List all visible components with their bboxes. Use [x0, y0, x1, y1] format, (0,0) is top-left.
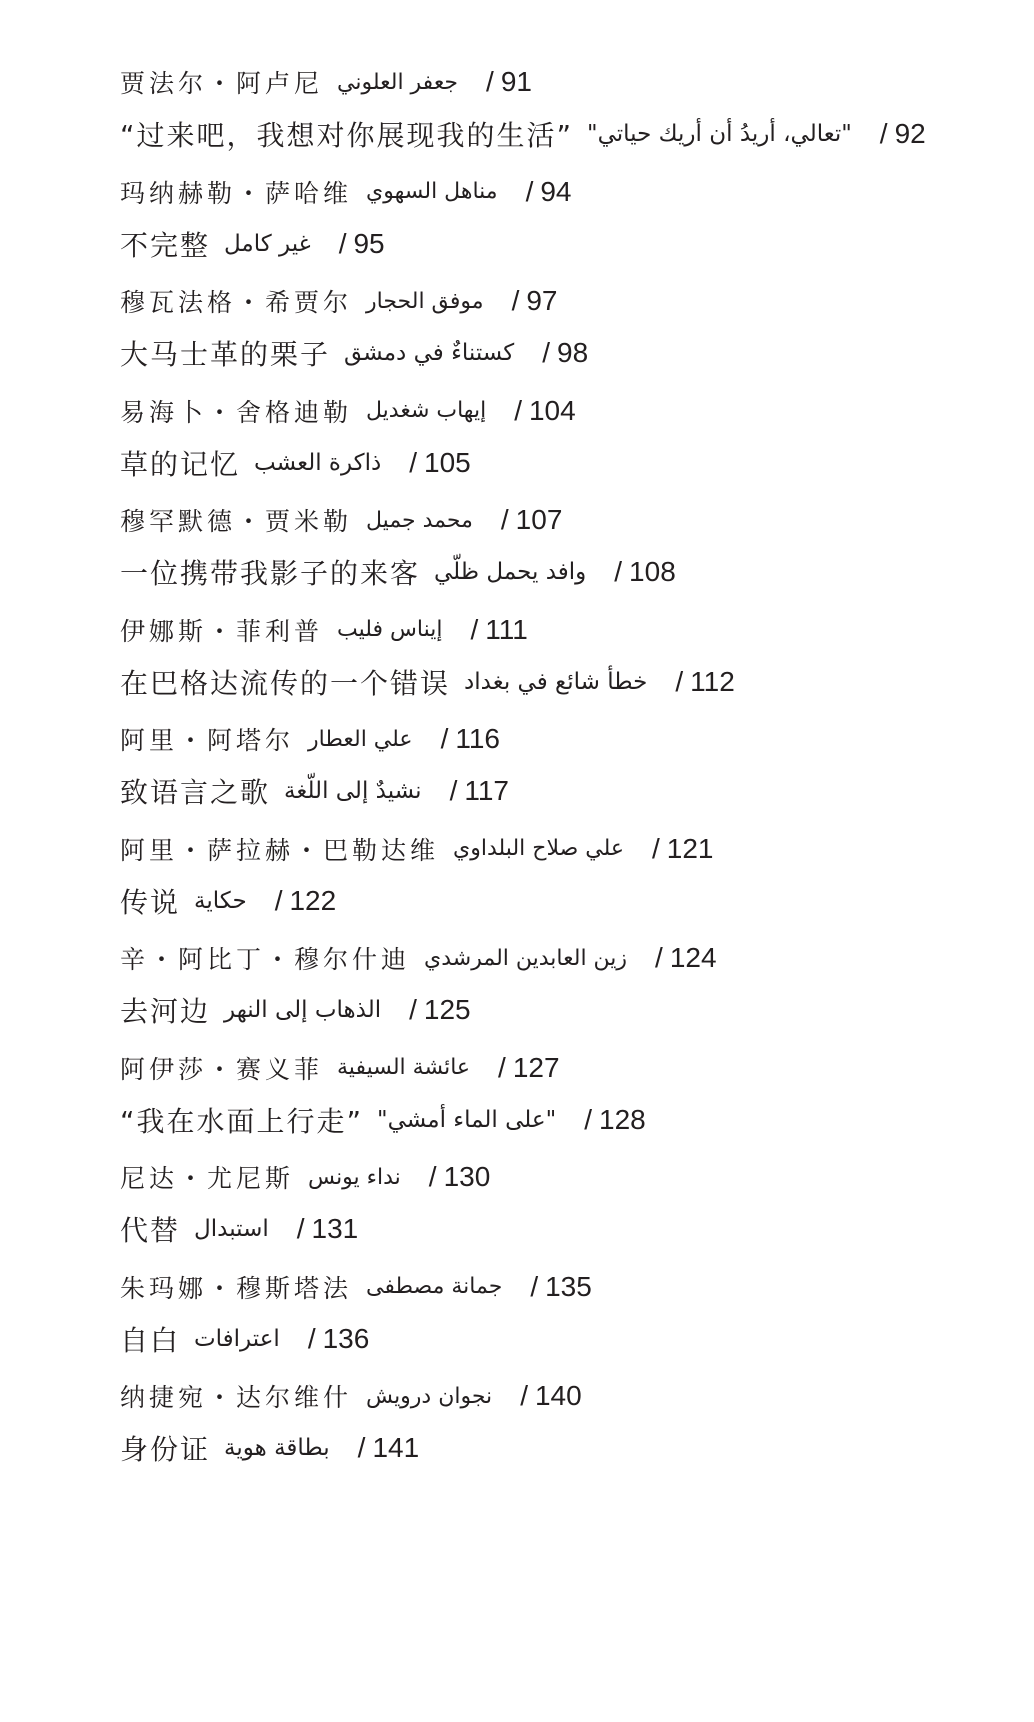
- poem-title-line: [120, 984, 1020, 1036]
- poem-title-arabic: ذاكرة العشب: [254, 449, 382, 476]
- author-name-arabic: علي صلاح البلداوي: [453, 836, 624, 861]
- poem-title-line: [120, 656, 1020, 708]
- author-name-chinese: 玛纳赫勒・萨哈维: [120, 178, 353, 208]
- author-line: [120, 1370, 1020, 1422]
- poem-title-chinese: 大马士革的栗子: [120, 338, 331, 371]
- author-name-chinese: 阿里・萨拉赫・巴勒达维: [120, 835, 440, 865]
- poem-title-chinese: 在巴格达流传的一个错误: [120, 666, 451, 700]
- author-name-chinese: 阿里・阿塔尔: [120, 726, 295, 755]
- poem-title-chinese: 不完整: [120, 228, 211, 262]
- poem-title-line: [120, 327, 1020, 379]
- page-separator: /: [409, 446, 419, 478]
- poem-page-number: 95: [353, 227, 385, 259]
- author-page-number: 121: [666, 832, 714, 864]
- page-separator: /: [486, 66, 495, 97]
- poem-title-chinese: 去河边: [120, 995, 211, 1028]
- poem-title-arabic: استبدال: [194, 1216, 269, 1242]
- page-separator: /: [274, 884, 284, 916]
- page-separator: /: [440, 723, 450, 754]
- author-page-number: 127: [512, 1051, 560, 1083]
- poem-page-number: 141: [372, 1432, 420, 1463]
- poem-title-arabic: حكاية: [194, 887, 247, 914]
- author-line: [120, 1151, 1020, 1203]
- toc-entry: [120, 275, 1020, 379]
- poem-title-arabic: "على الماء أمشي": [377, 1106, 557, 1133]
- author-name-chinese: 伊娜斯・菲利普: [120, 616, 324, 646]
- page-separator: /: [542, 337, 552, 368]
- poem-page-number: 125: [423, 994, 471, 1025]
- poem-title-arabic: كستناءٌ في دمشق: [344, 340, 515, 366]
- page-separator: /: [498, 1051, 507, 1083]
- poem-title-line: [120, 108, 1020, 160]
- author-page-number: 124: [669, 942, 717, 973]
- toc-entry: [120, 604, 1020, 708]
- poem-page-number: 92: [894, 118, 926, 149]
- poem-title-arabic: اعترافات: [194, 1325, 280, 1352]
- poem-title-chinese: 自白: [120, 1323, 181, 1357]
- toc-entry: [120, 1151, 1020, 1255]
- poem-title-line: [120, 437, 1020, 489]
- author-line: [120, 1042, 1020, 1094]
- poem-page-number: 131: [311, 1213, 359, 1244]
- poem-title-arabic: "تعالي، أريدُ أن أريك حياتي": [587, 121, 852, 147]
- poem-page-number: 112: [690, 665, 735, 697]
- author-line: [120, 385, 1020, 437]
- poem-title-arabic: خطأ شائع في بغداد: [464, 668, 648, 695]
- poem-page-number: 98: [557, 337, 589, 368]
- poem-page-number: 136: [322, 1322, 370, 1354]
- author-name-chinese: 贾法尔・阿卢尼: [120, 69, 324, 98]
- poem-title-line: [120, 218, 1020, 270]
- toc-entry: [120, 56, 1020, 160]
- poem-page-number: 117: [464, 775, 509, 806]
- author-page-number: 94: [540, 175, 572, 207]
- author-name-chinese: 阿伊莎・赛义菲: [120, 1054, 324, 1084]
- author-name-chinese: 穆罕默德・贾米勒: [120, 507, 353, 536]
- poem-title-line: [120, 1203, 1020, 1255]
- page-separator: /: [530, 1270, 540, 1302]
- poem-title-chinese: 身份证: [120, 1433, 211, 1466]
- page-separator: /: [614, 556, 624, 587]
- page-separator: /: [307, 1322, 317, 1354]
- author-page-number: 111: [485, 613, 528, 645]
- author-page-number: 140: [534, 1380, 582, 1411]
- page-separator: /: [296, 1213, 306, 1244]
- poem-title-line: [120, 765, 1020, 817]
- poem-title-chinese: 致语言之歌: [120, 776, 271, 809]
- poem-title-chinese: 传说: [120, 885, 181, 919]
- author-name-chinese: 辛・阿比丁・穆尔什迪: [120, 945, 411, 974]
- page-separator: /: [428, 1161, 438, 1192]
- toc-entry: [120, 1370, 1020, 1474]
- author-name-chinese: 朱玛娜・穆斯塔法: [120, 1273, 353, 1303]
- author-name-chinese: 易海卜・舍格迪勒: [120, 397, 353, 427]
- poem-page-number: 108: [629, 556, 676, 587]
- author-line: [120, 713, 1020, 765]
- author-name-chinese: 穆瓦法格・希贾尔: [120, 288, 353, 317]
- author-name-arabic: إيناس فليب: [337, 617, 443, 642]
- poem-title-chinese: “我在水面上行走”: [120, 1104, 364, 1138]
- author-page-number: 107: [515, 504, 563, 535]
- toc-entry: [120, 932, 1020, 1036]
- poem-title-line: [120, 546, 1020, 598]
- page-separator: /: [409, 994, 418, 1025]
- author-name-arabic: نجوان درويش: [366, 1383, 493, 1409]
- poem-page-number: 128: [599, 1103, 646, 1135]
- page-separator: /: [652, 832, 661, 864]
- author-name-arabic: جعفر العلوني: [337, 69, 459, 95]
- toc-entry: [120, 1042, 1020, 1146]
- page-separator: /: [879, 118, 889, 149]
- author-name-arabic: موفق الحجار: [366, 288, 484, 314]
- poem-page-number: 105: [424, 446, 471, 478]
- poem-title-chinese: 代替: [120, 1214, 181, 1247]
- poem-title-arabic: نشيدٌ إلى اللّغة: [284, 778, 422, 804]
- author-name-chinese: 纳捷宛・达尔维什: [120, 1383, 353, 1412]
- toc-entry: [120, 713, 1020, 817]
- author-line: [120, 823, 1020, 875]
- author-page-number: 91: [500, 66, 532, 97]
- page-separator: /: [338, 227, 348, 259]
- poem-page-number: 122: [289, 884, 337, 916]
- author-name-arabic: زين العابدين المرشدي: [424, 945, 628, 971]
- poem-title-line: [120, 1422, 1020, 1474]
- page-separator: /: [675, 665, 685, 697]
- toc-entry: [120, 385, 1020, 489]
- author-name-arabic: محمد جميل: [366, 507, 473, 533]
- toc-entry: [120, 823, 1020, 927]
- poem-title-line: [120, 1094, 1020, 1146]
- poem-title-arabic: وافد يحمل ظلّي: [434, 559, 587, 585]
- page-separator: /: [520, 1380, 529, 1411]
- poem-title-arabic: غير كامل: [224, 230, 311, 257]
- page-separator: /: [449, 775, 459, 806]
- author-line: [120, 604, 1020, 656]
- author-line: [120, 1261, 1020, 1313]
- author-line: [120, 494, 1020, 546]
- toc-entry: [120, 166, 1020, 270]
- page-separator: /: [470, 613, 480, 645]
- author-page-number: 116: [455, 723, 500, 754]
- poem-title-arabic: بطاقة هوية: [224, 1435, 330, 1461]
- author-name-arabic: عائشة السيفية: [337, 1055, 471, 1080]
- page-separator: /: [525, 175, 535, 207]
- author-line: [120, 56, 1020, 108]
- author-name-arabic: نداء يونس: [308, 1164, 401, 1190]
- poem-title-chinese: 一位携带我影子的来客: [120, 557, 421, 590]
- author-line: [120, 166, 1020, 218]
- author-name-arabic: مناهل السهوي: [366, 179, 498, 204]
- poem-title-chinese: 草的记忆: [120, 447, 241, 481]
- poem-title-chinese: “过来吧，我想对你展现我的生活”: [120, 119, 574, 152]
- poem-title-arabic: الذهاب إلى النهر: [224, 997, 382, 1023]
- page-separator: /: [511, 285, 521, 316]
- page-separator: /: [514, 394, 523, 426]
- author-page-number: 135: [545, 1270, 592, 1302]
- author-name-arabic: علي العطار: [308, 726, 413, 752]
- author-name-arabic: جمانة مصطفى: [366, 1274, 503, 1299]
- author-line: [120, 275, 1020, 327]
- poem-title-line: [120, 875, 1020, 927]
- poem-title-line: [120, 1313, 1020, 1365]
- author-page-number: 97: [526, 285, 558, 316]
- page-separator: /: [357, 1432, 367, 1463]
- toc-entry: [120, 494, 1020, 598]
- page-separator: /: [584, 1103, 594, 1135]
- author-page-number: 104: [528, 394, 576, 426]
- author-page-number: 130: [443, 1161, 491, 1192]
- author-line: [120, 932, 1020, 984]
- page-separator: /: [500, 504, 510, 535]
- author-name-arabic: إيهاب شغديل: [366, 398, 487, 423]
- author-name-chinese: 尼达・尤尼斯: [120, 1164, 295, 1193]
- page-separator: /: [655, 942, 664, 973]
- toc-entry: [120, 1261, 1020, 1365]
